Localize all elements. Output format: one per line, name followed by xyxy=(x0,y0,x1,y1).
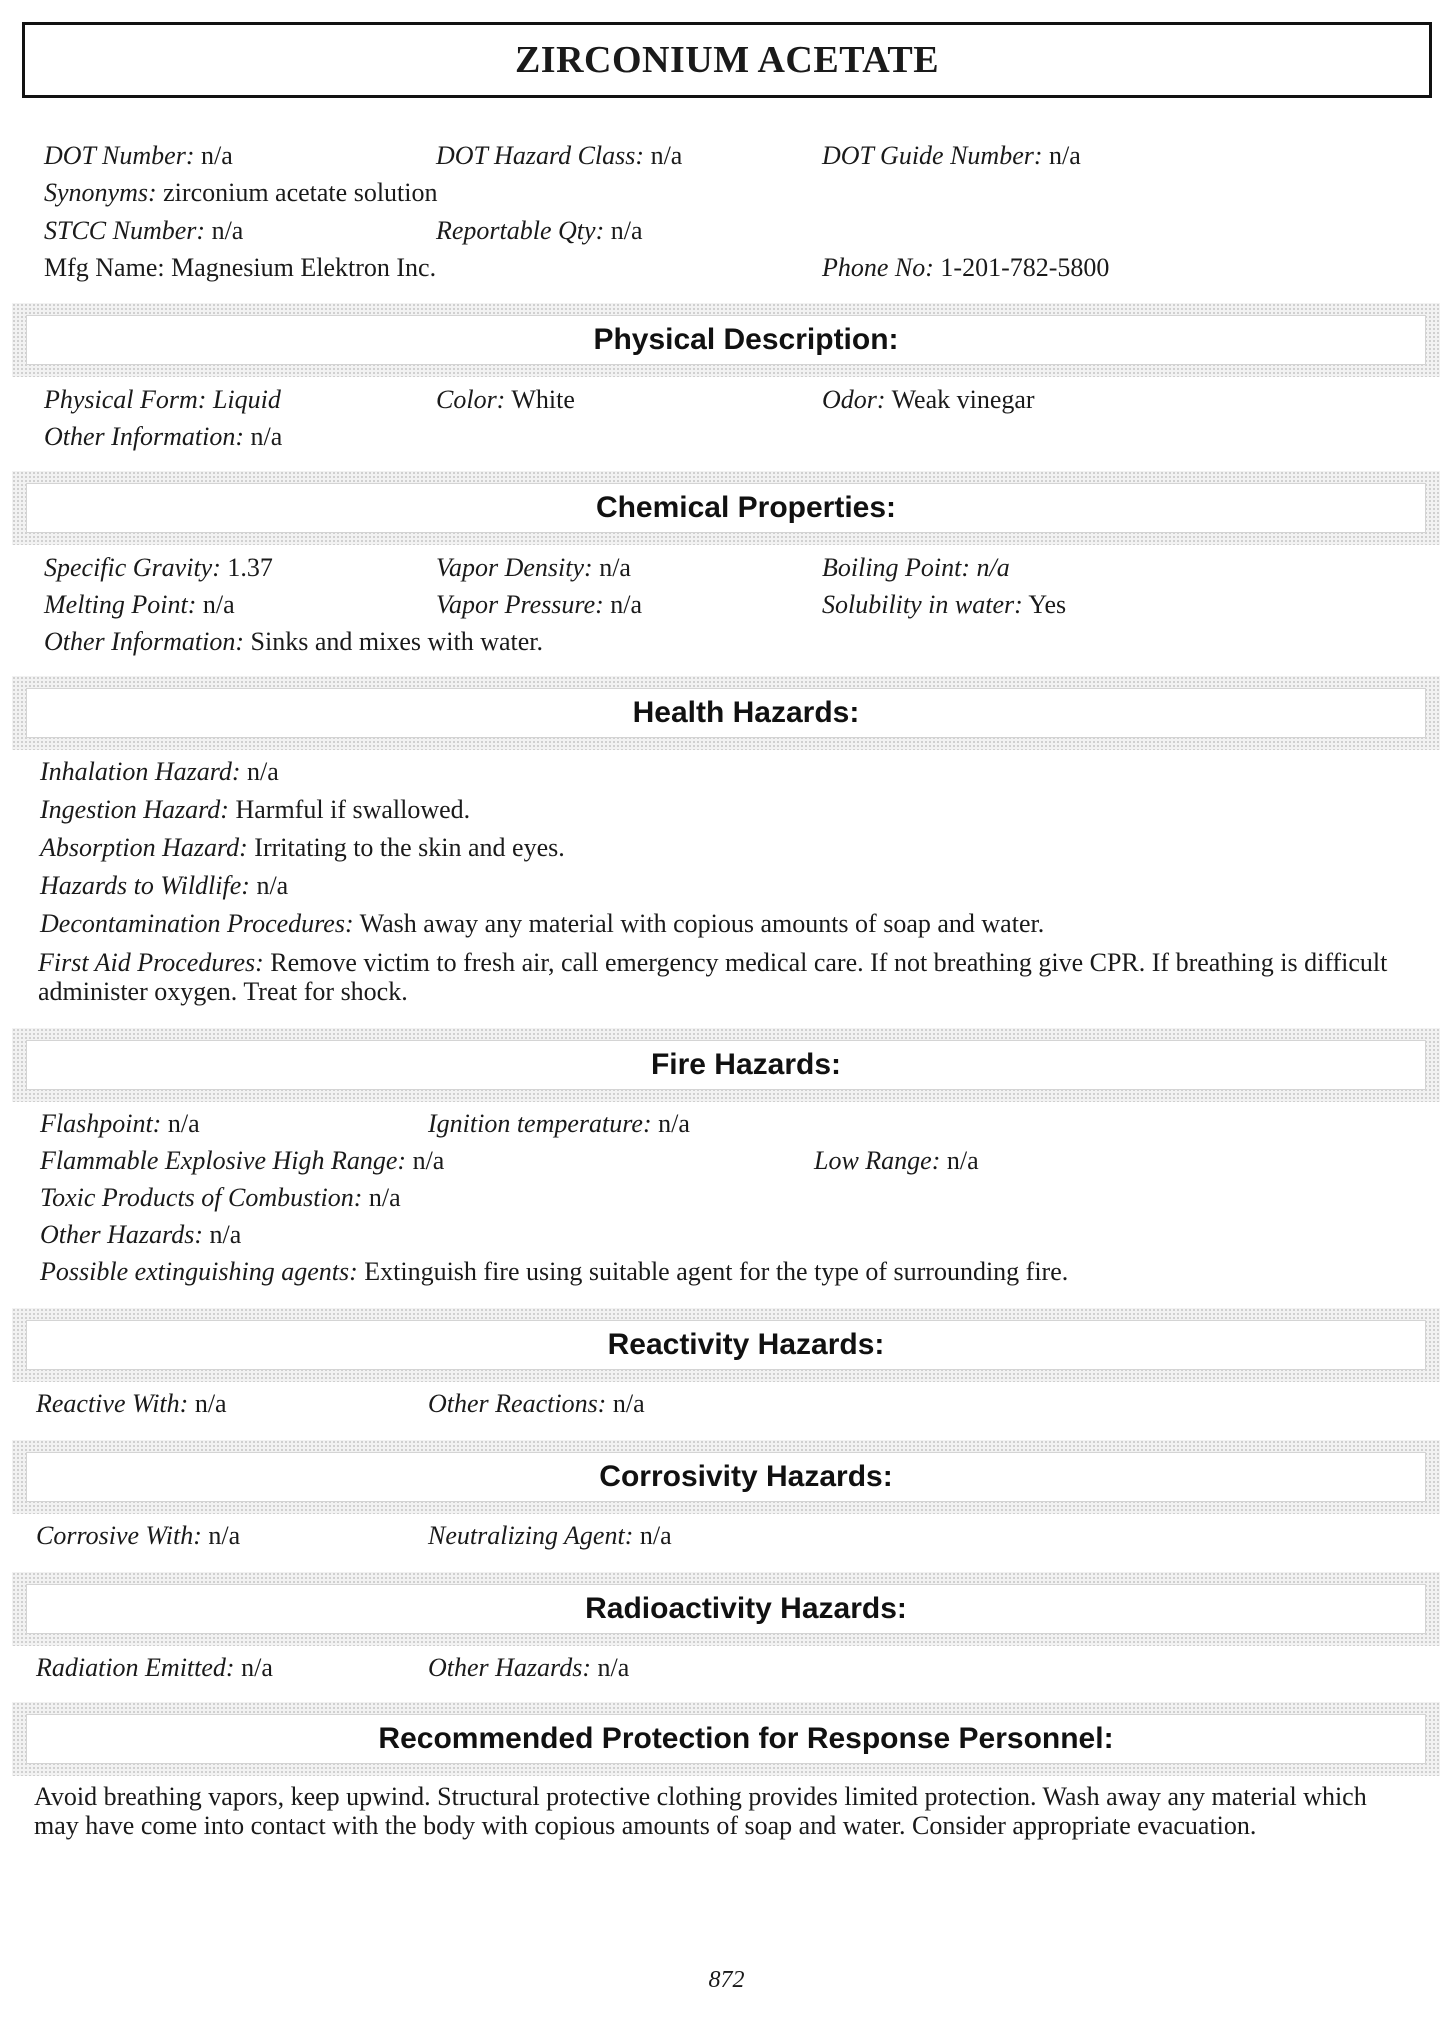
chemical-other-label: Other Information: xyxy=(44,627,245,656)
vapor-density-label: Vapor Density: xyxy=(436,553,593,582)
phone-value: 1-201-782-5800 xyxy=(940,253,1110,282)
dot-guide-number-value: n/a xyxy=(1049,141,1081,170)
chemical-other-row xyxy=(44,626,543,658)
dot-hazard-class-label: DOT Hazard Class: xyxy=(436,141,645,170)
wildlife-value: n/a xyxy=(256,871,289,900)
synonyms-row xyxy=(44,177,438,209)
reportable-qty-value: n/a xyxy=(610,216,643,245)
radiation-emitted-label: Radiation Emitted: xyxy=(36,1653,235,1682)
ignition-temperature-label: Ignition temperature: xyxy=(428,1109,652,1138)
corrosivity-row xyxy=(32,1520,1412,1554)
id-row-3 xyxy=(40,215,1420,249)
decontamination-value: Wash away any material with copious amounts of soap and water. xyxy=(359,909,1045,938)
inhalation-label: Inhalation Hazard: xyxy=(40,757,241,786)
low-range-label: Low Range: xyxy=(814,1146,941,1175)
other-hazards-row xyxy=(40,1219,241,1251)
physical-other-value: n/a xyxy=(250,422,283,451)
toxic-products-row xyxy=(40,1182,401,1214)
first-aid-paragraph xyxy=(38,948,1410,1006)
odor-value: Weak vinegar xyxy=(891,385,1035,414)
protection-paragraph: Avoid breathing vapors, keep upwind. Structural protective clothing provides limited protection. Wash away any material which may have come into contact with the body with copious amounts of soap and water. Consider appropriate evacuation. xyxy=(34,1782,1367,1840)
dot-hazard-class-value: n/a xyxy=(650,141,683,170)
melting-point-label: Melting Point: xyxy=(44,590,197,619)
extinguishing-row xyxy=(40,1256,1068,1288)
decontamination-row xyxy=(40,908,1044,940)
absorption-label: Absorption Hazard: xyxy=(40,833,248,862)
other-reactions-value: n/a xyxy=(612,1389,645,1418)
wildlife-label: Hazards to Wildlife: xyxy=(40,871,250,900)
fire-other-hazards-value: n/a xyxy=(209,1220,242,1249)
radio-other-hazards-label: Other Hazards: xyxy=(428,1653,591,1682)
section-heading-physical-description: Physical Description: xyxy=(593,323,899,356)
reactive-with-label: Reactive With: xyxy=(36,1389,189,1418)
boiling-point-label: Boiling Point: xyxy=(822,553,971,582)
absorption-value: Irritating to the skin and eyes. xyxy=(254,833,565,862)
section-band-fire-hazards xyxy=(12,1028,1440,1102)
corrosive-with-label: Corrosive With: xyxy=(36,1521,202,1550)
section-band-corrosivity-hazards xyxy=(12,1440,1440,1514)
section-heading-reactivity-hazards: Reactivity Hazards: xyxy=(607,1328,885,1361)
inhalation-row xyxy=(40,756,279,788)
physical-form-value: Liquid xyxy=(212,385,281,414)
chemical-row-1 xyxy=(40,552,1420,586)
inhalation-value: n/a xyxy=(247,757,279,786)
id-row-4 xyxy=(40,252,1420,286)
other-reactions-label: Other Reactions: xyxy=(428,1389,607,1418)
fire-other-hazards-label: Other Hazards: xyxy=(40,1220,203,1249)
color-value: White xyxy=(511,385,575,414)
physical-other-label: Other Information: xyxy=(44,422,245,451)
flammable-high-range-value: n/a xyxy=(412,1146,445,1175)
radiation-emitted-value: n/a xyxy=(241,1653,273,1682)
low-range-value: n/a xyxy=(946,1146,979,1175)
ingestion-row xyxy=(40,794,470,826)
boiling-point-value: n/a xyxy=(976,553,1010,582)
vapor-pressure-label: Vapor Pressure: xyxy=(436,590,604,619)
extinguishing-value: Extinguish fire using suitable agent for the type of surrounding fire. xyxy=(364,1257,1069,1286)
toxic-products-label: Toxic Products of Combustion: xyxy=(40,1183,363,1212)
first-aid-label: First Aid Procedures: xyxy=(38,948,264,977)
title-box xyxy=(22,22,1432,98)
vapor-pressure-value: n/a xyxy=(610,590,643,619)
odor-label: Odor: xyxy=(822,385,886,414)
neutralizing-agent-label: Neutralizing Agent: xyxy=(428,1521,634,1550)
mfg-name-value: Magnesium Elektron Inc. xyxy=(171,253,437,282)
synonyms-value: zirconium acetate solution xyxy=(163,178,438,207)
dot-guide-number-label: DOT Guide Number: xyxy=(822,141,1043,170)
section-band-protection xyxy=(12,1702,1440,1776)
page-number: 872 xyxy=(708,1967,745,1993)
section-heading-protection: Recommended Protection for Response Personnel: xyxy=(378,1722,1114,1755)
radio-other-hazards-value: n/a xyxy=(597,1653,630,1682)
wildlife-row xyxy=(40,870,288,902)
color-label: Color: xyxy=(436,385,506,414)
stcc-number-label: STCC Number: xyxy=(44,216,206,245)
physical-row-1 xyxy=(40,384,1420,418)
phone-label: Phone No: xyxy=(822,253,934,282)
section-heading-fire-hazards: Fire Hazards: xyxy=(650,1048,842,1081)
dot-number-label: DOT Number: xyxy=(44,141,195,170)
section-band-health-hazards xyxy=(12,676,1440,750)
absorption-row xyxy=(40,832,565,864)
reactivity-row xyxy=(32,1388,1412,1422)
melting-point-value: n/a xyxy=(202,590,235,619)
solubility-value: Yes xyxy=(1028,590,1067,619)
neutralizing-agent-value: n/a xyxy=(639,1521,672,1550)
toxic-products-value: n/a xyxy=(368,1183,401,1212)
physical-form-label: Physical Form: xyxy=(44,385,207,414)
decontamination-label: Decontamination Procedures: xyxy=(40,909,354,938)
id-row-1 xyxy=(40,140,1420,174)
specific-gravity-label: Specific Gravity: xyxy=(44,553,221,582)
flammable-high-range-label: Flammable Explosive High Range: xyxy=(40,1146,407,1175)
section-heading-corrosivity-hazards: Corrosivity Hazards: xyxy=(599,1460,893,1493)
section-band-chemical-properties xyxy=(12,471,1440,545)
solubility-label: Solubility in water: xyxy=(822,590,1023,619)
flashpoint-value: n/a xyxy=(167,1109,200,1138)
stcc-number-value: n/a xyxy=(211,216,244,245)
vapor-density-value: n/a xyxy=(599,553,631,582)
page-title: ZIRCONIUM ACETATE xyxy=(514,39,940,81)
reactive-with-value: n/a xyxy=(194,1389,227,1418)
extinguishing-label: Possible extinguishing agents: xyxy=(40,1257,358,1286)
specific-gravity-value: 1.37 xyxy=(227,553,273,582)
section-band-physical-description xyxy=(12,303,1440,377)
section-band-reactivity-hazards xyxy=(12,1308,1440,1382)
synonyms-label: Synonyms: xyxy=(44,178,157,207)
physical-other-row xyxy=(44,421,282,453)
section-heading-chemical-properties: Chemical Properties: xyxy=(595,491,897,524)
ingestion-label: Ingestion Hazard: xyxy=(40,795,229,824)
radioactivity-row xyxy=(32,1652,1412,1686)
ingestion-value: Harmful if swallowed. xyxy=(235,795,471,824)
fire-row-2 xyxy=(36,1145,1416,1179)
section-heading-health-hazards: Health Hazards: xyxy=(632,696,860,729)
first-aid-value: Remove victim to fresh air, call emergency medical care. If not breathing give CPR. If breathing is difficult administer oxygen. Treat for shock. xyxy=(38,948,1388,1006)
ignition-temperature-value: n/a xyxy=(658,1109,690,1138)
reportable-qty-label: Reportable Qty: xyxy=(436,216,605,245)
chemical-other-value: Sinks and mixes with water. xyxy=(250,627,544,656)
corrosive-with-value: n/a xyxy=(208,1521,241,1550)
fire-row-1 xyxy=(36,1108,1416,1142)
mfg-name-label: Mfg Name: xyxy=(44,253,165,282)
flashpoint-label: Flashpoint: xyxy=(40,1109,162,1138)
section-band-radioactivity-hazards xyxy=(12,1572,1440,1646)
dot-number-value: n/a xyxy=(200,141,233,170)
section-heading-radioactivity-hazards: Radioactivity Hazards: xyxy=(585,1592,907,1625)
chemical-row-2 xyxy=(40,589,1420,623)
